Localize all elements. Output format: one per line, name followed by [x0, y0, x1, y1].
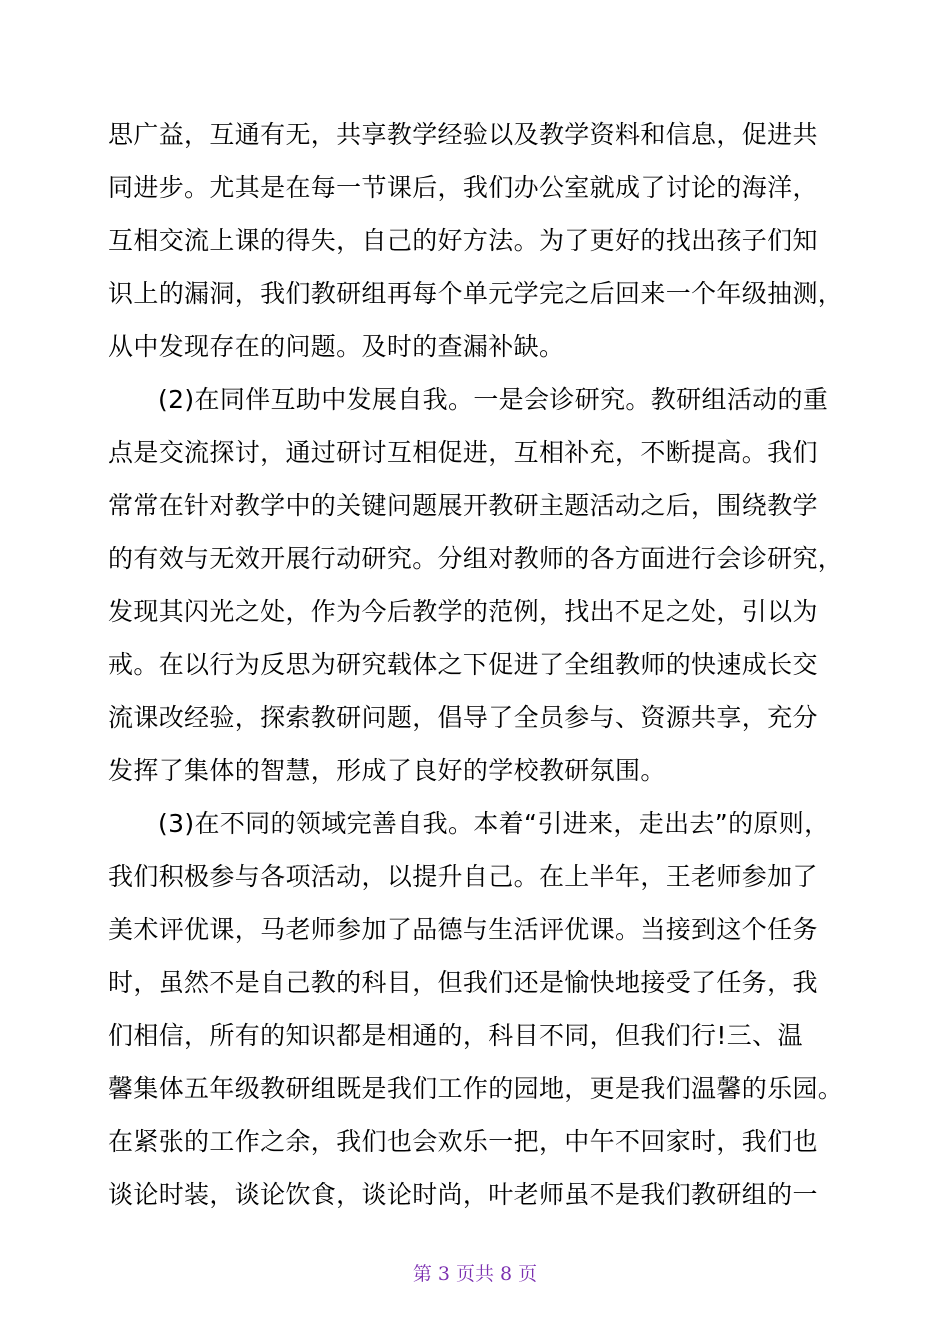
text-line: 谈论时装，谈论饮食，谈论时尚，叶老师虽不是我们教研组的一 [108, 1180, 818, 1209]
text-line: 流课改经验，探索教研问题，倡导了全员参与、资源共享，充分 [108, 703, 818, 732]
text-line: 点是交流探讨，通过研讨互相促进，互相补充，不断提高。我们 [108, 438, 818, 467]
text-line: 们相信，所有的知识都是相通的，科目不同，但我们行!三、温 [108, 1021, 803, 1050]
text-line: 发现其闪光之处，作为今后教学的范例，找出不足之处，引以为 [108, 597, 818, 626]
page-number-footer: 第 3 页共 8 页 [412, 1263, 538, 1285]
paragraph-start-line: (3)在不同的领域完善自我。本着“引进来，走出去”的原则， [158, 809, 830, 838]
text-line: 戒。在以行为反思为研究载体之下促进了全组教师的快速成长交 [108, 650, 818, 679]
text-line: 识上的漏洞，我们教研组再每个单元学完之后回来一个年级抽测， [108, 279, 844, 308]
text-line: 同进步。尤其是在每一节课后，我们办公室就成了讨论的海洋， [108, 173, 818, 202]
text-line: 时，虽然不是自己教的科目，但我们还是愉快地接受了任务，我 [108, 968, 818, 997]
text-line: 美术评优课，马老师参加了品德与生活评优课。当接到这个任务 [108, 915, 818, 944]
paragraph-start-line: (2)在同伴互助中发展自我。一是会诊研究。教研组活动的重 [158, 385, 829, 414]
text-line: 我们积极参与各项活动，以提升自己。在上半年，王老师参加了 [108, 862, 818, 891]
text-line: 的有效与无效开展行动研究。分组对教师的各方面进行会诊研究， [108, 544, 844, 573]
text-line: 思广益，互通有无，共享教学经验以及教学资料和信息，促进共 [108, 120, 818, 149]
text-line: 在紧张的工作之余，我们也会欢乐一把，中午不回家时，我们也 [108, 1127, 818, 1156]
text-line: 从中发现存在的问题。及时的查漏补缺。 [108, 332, 565, 361]
text-line: 馨集体五年级教研组既是我们工作的园地，更是我们温馨的乐园。 [108, 1074, 844, 1103]
text-line: 发挥了集体的智慧，形成了良好的学校教研氛围。 [108, 756, 666, 785]
text-line: 互相交流上课的得失，自己的好方法。为了更好的找出孩子们知 [108, 226, 818, 255]
text-line: 常常在针对教学中的关键问题展开教研主题活动之后，围绕教学 [108, 491, 818, 520]
